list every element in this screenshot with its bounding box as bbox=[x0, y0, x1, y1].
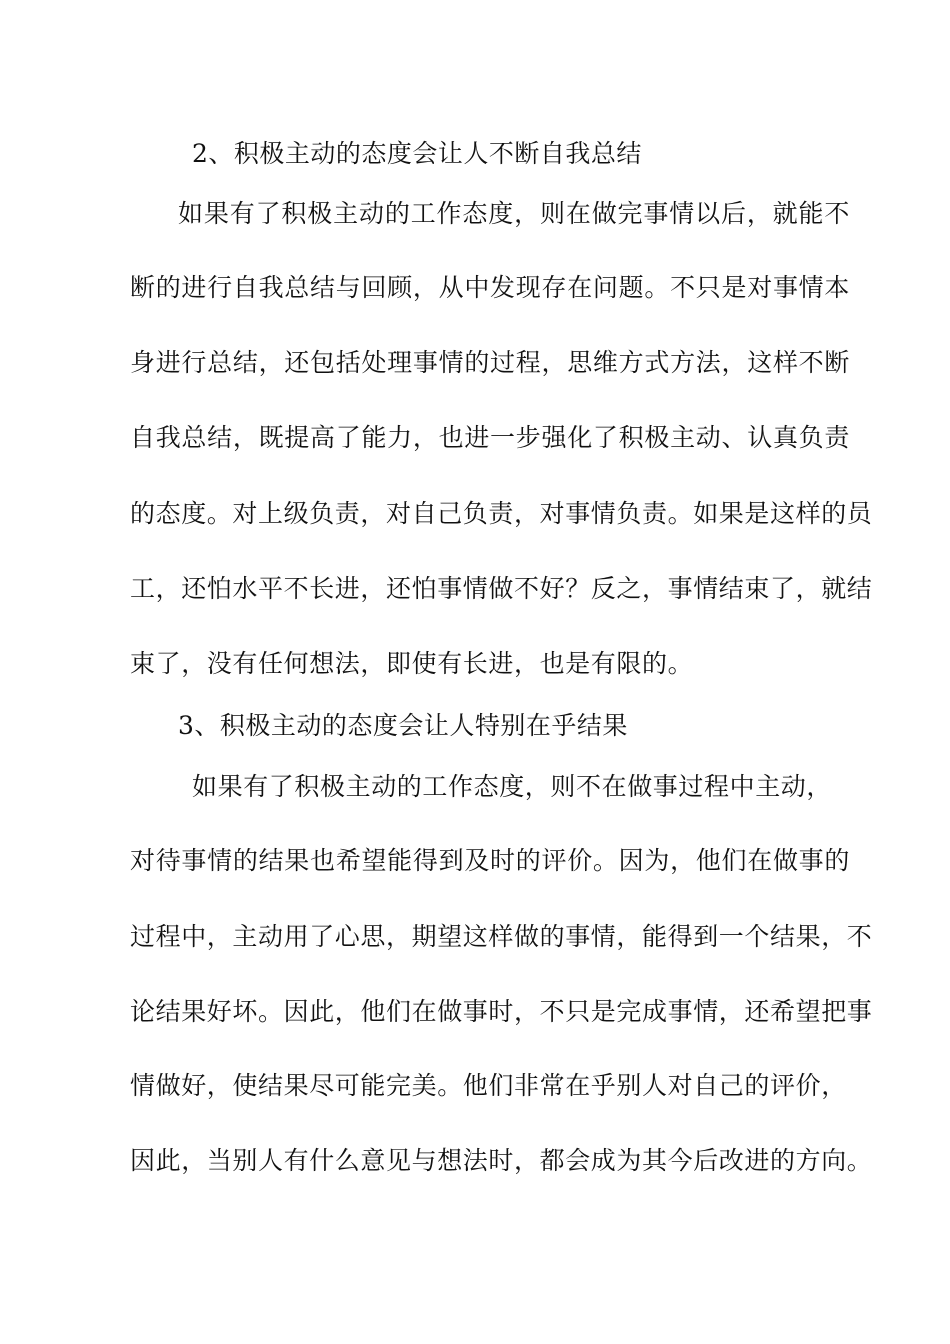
section-3-paragraph-line: 如果有了积极主动的工作态度，则不在做事过程中主动， bbox=[192, 772, 833, 801]
section-3-heading: 3、积极主动的态度会让人特别在乎结果 bbox=[178, 711, 628, 740]
section-2-paragraph-line: 自我总结，既提高了能力，也进一步强化了积极主动、认真负责 bbox=[130, 423, 850, 452]
section-2-paragraph-line: 束了，没有任何想法，即使有长进，也是有限的。 bbox=[130, 649, 694, 678]
section-3-paragraph-line: 情做好，使结果尽可能完美。他们非常在乎别人对自己的评价， bbox=[130, 1071, 847, 1100]
section-2-paragraph-line: 如果有了积极主动的工作态度，则在做完事情以后，就能不 bbox=[178, 199, 850, 228]
section-3-paragraph-line: 论结果好坏。因此，他们在做事时，不只是完成事情，还希望把事 bbox=[130, 997, 873, 1026]
section-3-paragraph-line: 对待事情的结果也希望能得到及时的评价。因为，他们在做事的 bbox=[130, 846, 850, 875]
section-2-paragraph-line: 身进行总结，还包括处理事情的过程，思维方式方法，这样不断 bbox=[130, 348, 850, 377]
section-3-paragraph-line: 过程中，主动用了心思，期望这样做的事情，能得到一个结果，不 bbox=[130, 922, 873, 951]
section-2-heading: 2、积极主动的态度会让人不断自我总结 bbox=[192, 139, 642, 168]
section-2-paragraph-line: 工，还怕水平不长进，还怕事情做不好？反之，事情结束了，就结 bbox=[130, 574, 873, 603]
section-2-paragraph-line: 断的进行自我总结与回顾，从中发现存在问题。不只是对事情本 bbox=[130, 273, 850, 302]
section-3-paragraph-line: 因此，当别人有什么意见与想法时，都会成为其今后改进的方向。 bbox=[130, 1146, 873, 1175]
section-2-paragraph-line: 的态度。对上级负责，对自己负责，对事情负责。如果是这样的员 bbox=[130, 499, 873, 528]
